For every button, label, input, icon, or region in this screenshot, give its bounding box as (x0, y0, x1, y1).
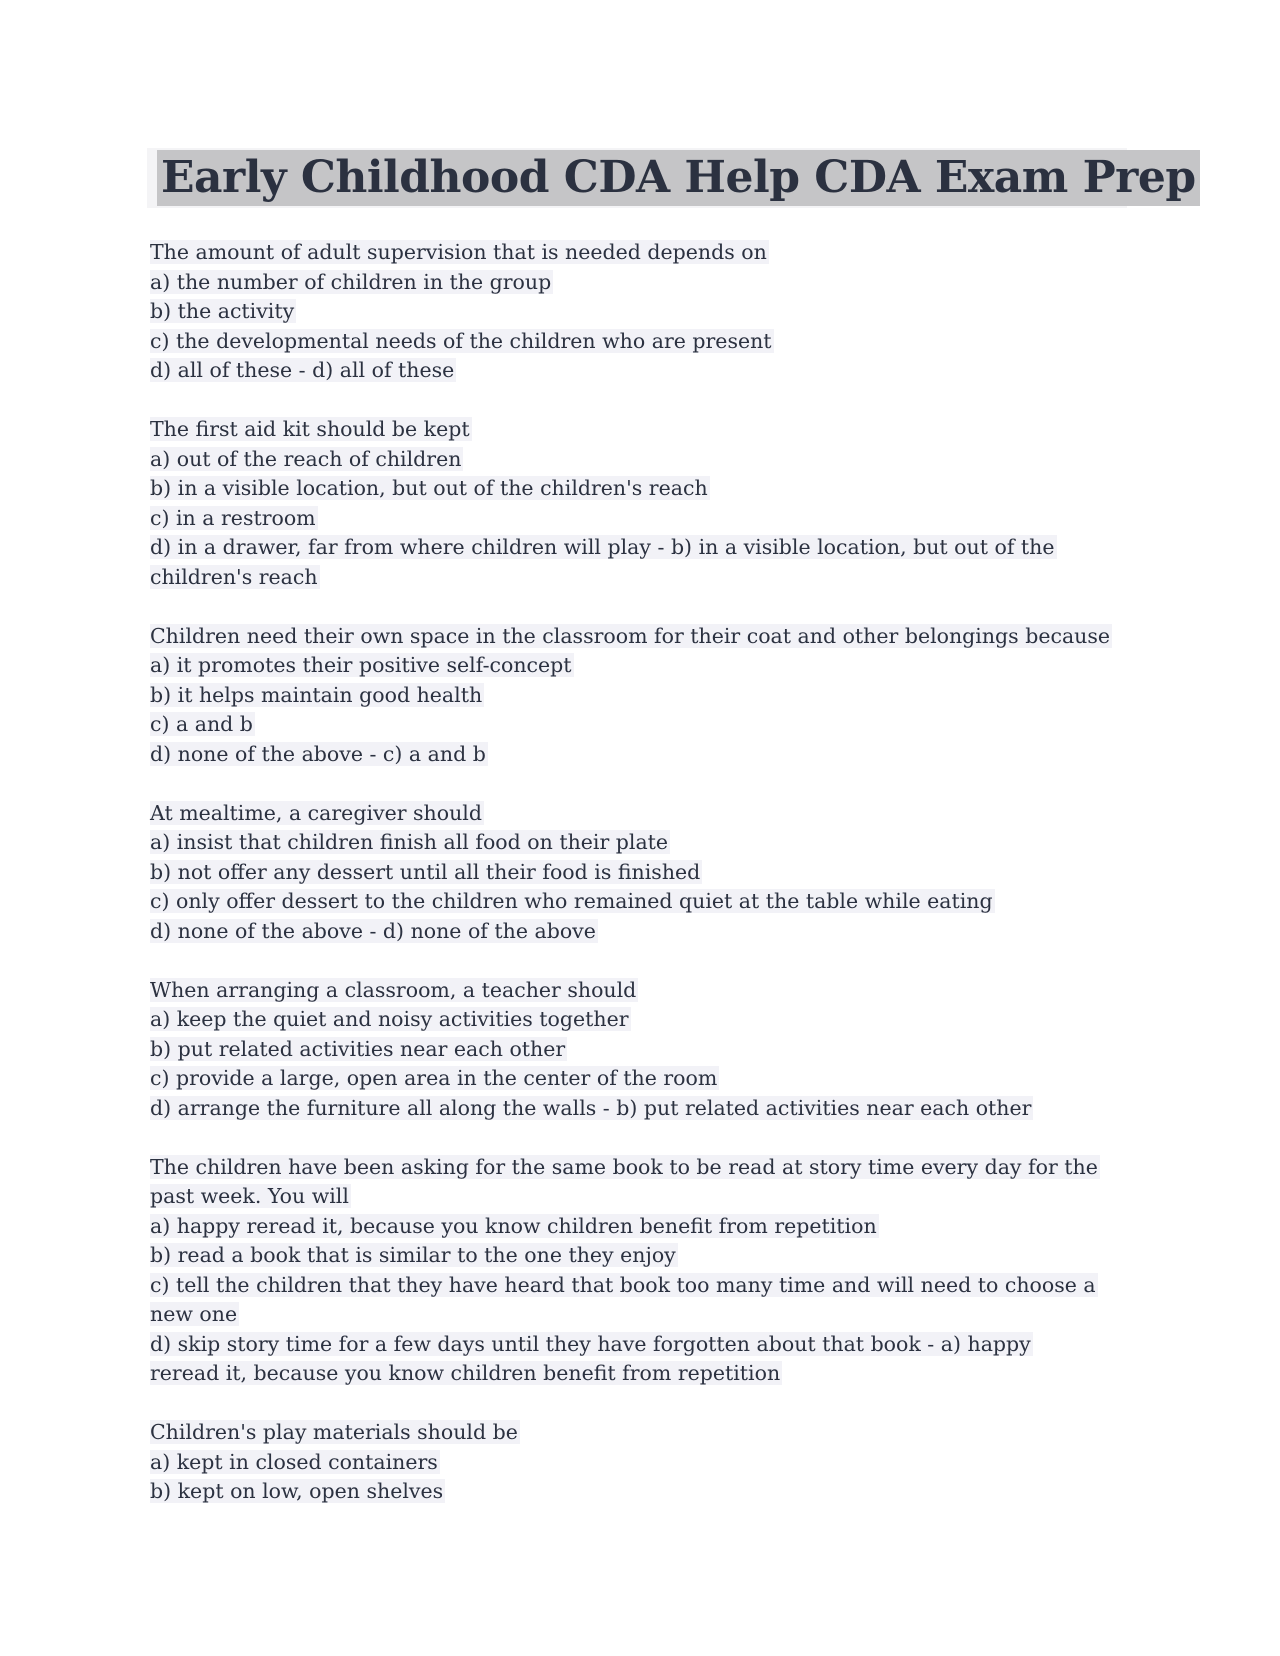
question-line (150, 710, 1140, 740)
line-text: d) arrange the furniture all along the walls - b) put related activities near each other (150, 1095, 1032, 1120)
document-body (150, 238, 1140, 1536)
line-text: At mealtime, a caregiver should (150, 800, 482, 825)
line-text: d) in a drawer, far from where children will play - b) in a visible location, but out of the (150, 535, 1055, 559)
line-text: The amount of adult supervision that is needed depends on (150, 240, 767, 264)
document-title: Early Childhood CDA Help CDA Exam Prep (157, 150, 1200, 206)
question-line (150, 681, 1140, 711)
title-banner (147, 148, 1196, 208)
question-line (150, 356, 1140, 386)
line-text: new one (150, 1302, 238, 1326)
line-text: c) a and b (150, 712, 253, 736)
line-text: Children need their own space in the classroom for their coat and other belongings because (150, 623, 1111, 648)
line-text: d) none of the above - d) none of the above (150, 918, 596, 943)
question-line (150, 917, 1140, 947)
line-text: c) the developmental needs of the children who are present (150, 328, 772, 353)
line-text: b) kept on low, open shelves (150, 1479, 444, 1503)
question-block (150, 1153, 1140, 1389)
question-text (150, 415, 1140, 445)
question-line (150, 1005, 1140, 1035)
line-text: past week. You will (150, 1184, 349, 1208)
question-block (150, 415, 1140, 592)
question-line (150, 504, 1140, 534)
question-line (150, 327, 1140, 357)
question-line (150, 828, 1140, 858)
line-text: b) in a visible location, but out of the children's reach (150, 476, 708, 500)
question-line (150, 1035, 1140, 1065)
question-line (150, 887, 1140, 917)
line-text: The children have been asking for the same book to be read at story time every day for the (150, 1154, 1098, 1179)
line-text: d) none of the above - c) a and b (150, 741, 486, 766)
question-block (150, 1418, 1140, 1507)
line-text: b) the activity (150, 299, 295, 323)
line-text: When arranging a classroom, a teacher should (150, 977, 637, 1002)
question-line (150, 1271, 1140, 1301)
question-block (150, 799, 1140, 947)
question-line (150, 1330, 1140, 1360)
line-text: a) keep the quiet and noisy activities together (150, 1007, 629, 1031)
question-line (150, 445, 1140, 475)
question-line (150, 1300, 1140, 1330)
line-text: Children's play materials should be (150, 1420, 518, 1444)
question-line (150, 474, 1140, 504)
question-text (150, 1153, 1140, 1183)
line-text: a) out of the reach of children (150, 446, 462, 471)
question-line (150, 1182, 1140, 1212)
question-line (150, 858, 1140, 888)
line-text: a) the number of children in the group (150, 269, 552, 294)
line-text: d) skip story time for a few days until they have forgotten about that book - a) happy (150, 1331, 1031, 1356)
question-line (150, 297, 1140, 327)
question-line (150, 1477, 1140, 1507)
question-block (150, 622, 1140, 770)
question-line (150, 1448, 1140, 1478)
question-block (150, 976, 1140, 1124)
question-line (150, 533, 1140, 563)
line-text: a) it promotes their positive self-concept (150, 653, 572, 677)
line-text: c) only offer dessert to the children who remained quiet at the table while eating (150, 889, 993, 913)
line-text: b) put related activities near each other (150, 1036, 566, 1061)
line-text: b) read a book that is similar to the one they enjoy (150, 1243, 676, 1267)
question-line (150, 651, 1140, 681)
question-line (150, 1212, 1140, 1242)
line-text: The first aid kit should be kept (150, 417, 470, 441)
question-text (150, 622, 1140, 652)
question-line (150, 1359, 1140, 1389)
question-line (150, 563, 1140, 593)
line-text: children's reach (150, 564, 318, 589)
line-text: b) it helps maintain good health (150, 682, 483, 707)
line-text: c) tell the children that they have heard that book too many time and will need to choose a (150, 1272, 1096, 1297)
line-text: a) kept in closed containers (150, 1449, 438, 1474)
line-text: a) insist that children finish all food on their plate (150, 830, 669, 854)
question-line (150, 268, 1140, 298)
line-text: b) not offer any dessert until all their food is finished (150, 859, 701, 884)
question-text (150, 976, 1140, 1006)
question-line (150, 1064, 1140, 1094)
line-text: reread it, because you know children benefit from repetition (150, 1361, 781, 1385)
question-line (150, 1094, 1140, 1124)
question-line (150, 740, 1140, 770)
question-line (150, 1241, 1140, 1271)
line-text: c) in a restroom (150, 505, 316, 530)
line-text: c) provide a large, open area in the center of the room (150, 1066, 718, 1090)
question-text (150, 238, 1140, 268)
question-text (150, 1418, 1140, 1448)
question-block (150, 238, 1140, 386)
line-text: a) happy reread it, because you know children benefit from repetition (150, 1213, 877, 1238)
question-text (150, 799, 1140, 829)
line-text: d) all of these - d) all of these (150, 358, 455, 382)
